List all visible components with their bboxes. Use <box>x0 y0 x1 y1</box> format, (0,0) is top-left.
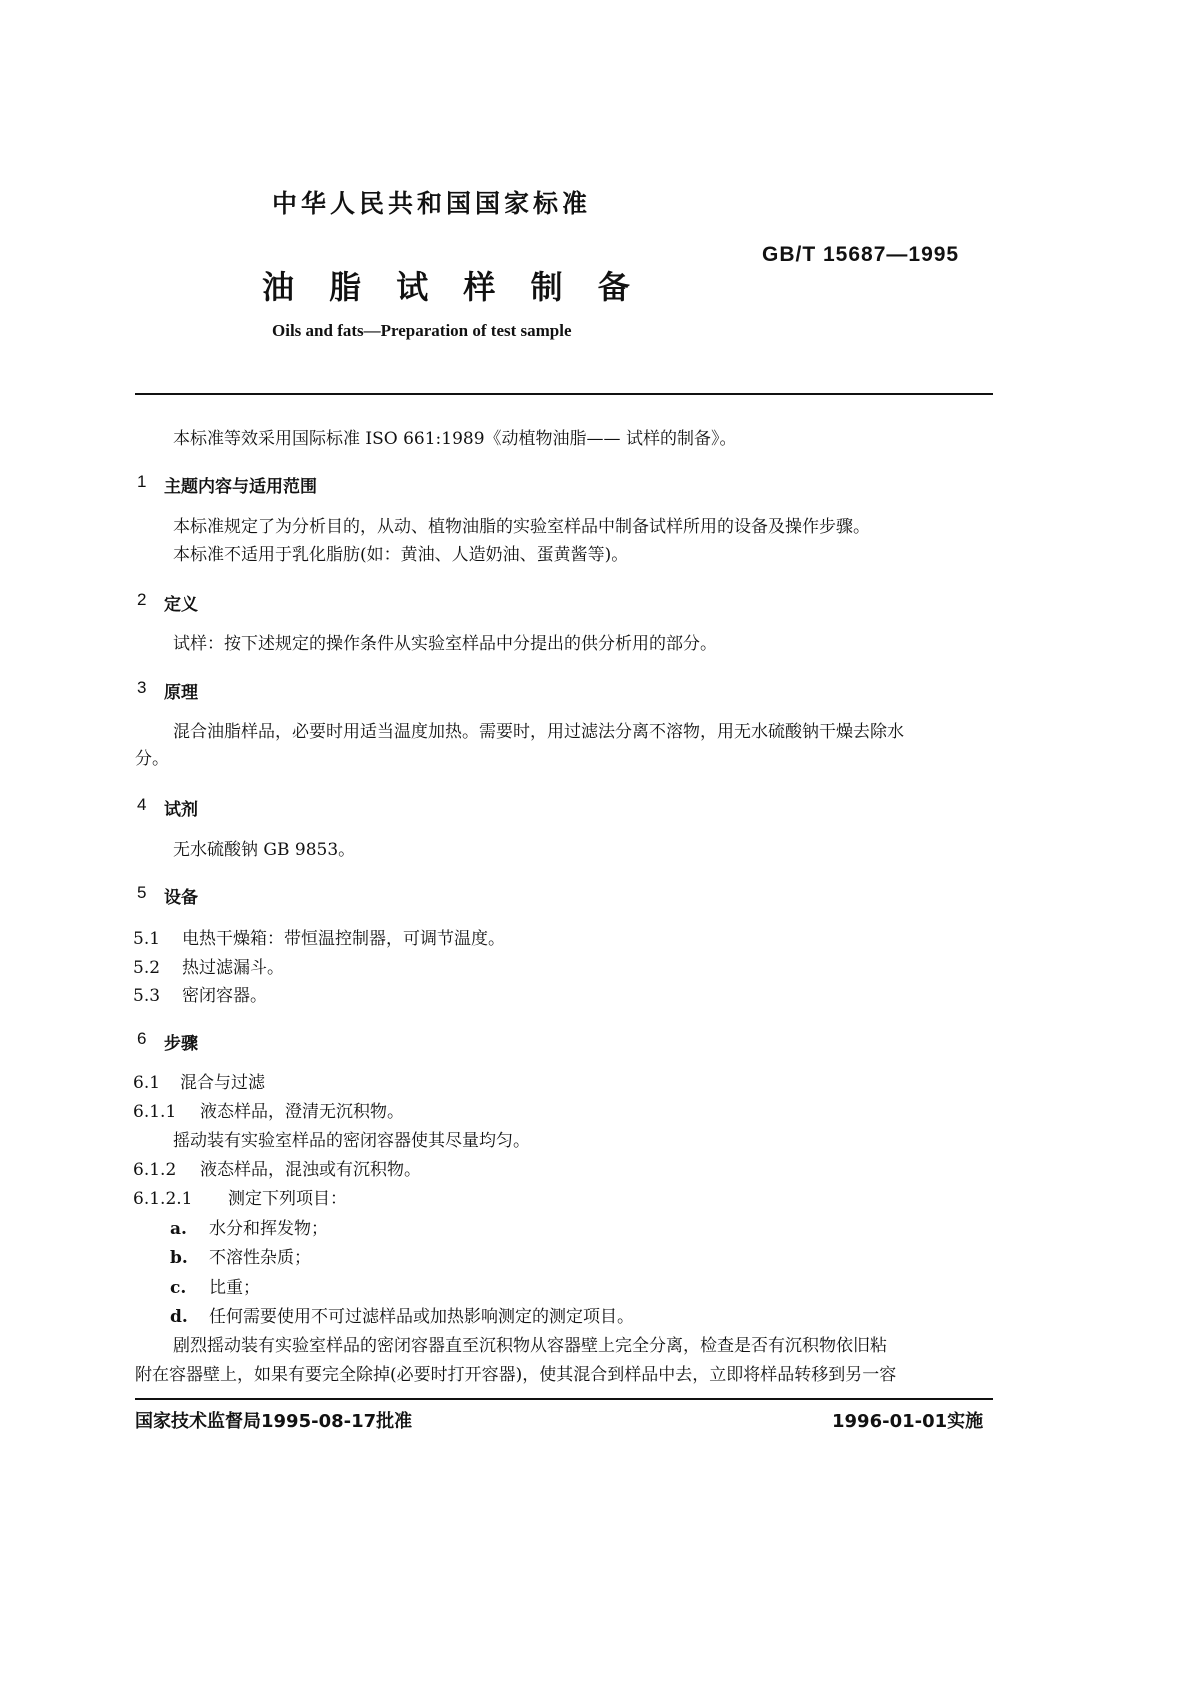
subsection-6-1-text: 混合与过滤 <box>180 1073 265 1093</box>
subsection-6-1-1-text: 液态样品，澄清无沉积物。 <box>200 1102 404 1122</box>
section-3-paragraph: 混合油脂样品，必要时用适当温度加热。需要时，用过滤法分离不溶物，用无水硫酸钠干燥去除水 <box>173 722 904 742</box>
list-item-d-text: 任何需要使用不可过滤样品或加热影响测定的测定项目。 <box>209 1307 634 1327</box>
list-item-c-marker: c. <box>170 1278 187 1298</box>
subsection-6-1-1-number: 6.1.1 <box>133 1102 177 1122</box>
subsection-6-1-2-text: 液态样品，混浊或有沉积物。 <box>200 1160 421 1180</box>
section-3-number: 3 <box>137 678 147 697</box>
standard-code: GB/T 15687—1995 <box>762 243 960 266</box>
subsection-5-2-text: 热过滤漏斗。 <box>182 958 284 978</box>
section-6-heading: 步骤 <box>164 1034 198 1054</box>
section-5-heading: 设备 <box>164 888 198 908</box>
subsection-6-1-2-1-text: 测定下列项目： <box>228 1189 347 1209</box>
section-4-heading: 试剂 <box>164 800 198 820</box>
intro-paragraph: 本标准等效采用国际标准 ISO 661:1989《动植物油脂—— 试样的制备》。 <box>173 429 737 449</box>
footer-divider <box>135 1398 993 1400</box>
section-1-paragraph-1: 本标准规定了为分析目的，从动、植物油脂的实验室样品中制备试样所用的设备及操作步骤。 <box>173 517 870 537</box>
section-6-final-line-1: 剧烈摇动装有实验室样品的密闭容器直至沉积物从容器壁上完全分离，检查是否有沉积物依旧粘 <box>173 1336 887 1356</box>
page-title-english: Oils and fats—Preparation of test sample <box>272 321 572 340</box>
list-item-d-marker: d. <box>170 1307 188 1327</box>
section-3-heading: 原理 <box>164 683 198 703</box>
section-2-heading: 定义 <box>164 595 198 615</box>
list-item-b-marker: b. <box>170 1248 188 1268</box>
list-item-a-text: 水分和挥发物； <box>209 1219 328 1239</box>
section-5-number: 5 <box>137 883 147 902</box>
subsection-6-1-1-paragraph: 摇动装有实验室样品的密闭容器使其尽量均匀。 <box>173 1131 530 1151</box>
section-1-number: 1 <box>137 472 147 491</box>
list-item-c-text: 比重； <box>209 1278 260 1298</box>
implementation-date: 1996-01-01实施 <box>832 1411 984 1432</box>
page-title: 油 脂 试 样 制 备 <box>262 268 632 306</box>
section-4-paragraph: 无水硫酸钠 GB 9853。 <box>173 840 356 860</box>
subsection-6-1-2-1-number: 6.1.2.1 <box>133 1189 193 1209</box>
section-1-heading: 主题内容与适用范围 <box>164 477 317 497</box>
section-6-number: 6 <box>137 1029 147 1048</box>
national-standard-heading: 中华人民共和国国家标准 <box>272 189 592 218</box>
subsection-5-3-text: 密闭容器。 <box>182 986 267 1006</box>
section-6-final-line-2: 附在容器壁上，如果有要完全除掉(必要时打开容器)，使其混合到样品中去，立即将样品转移到另一容 <box>135 1365 897 1385</box>
section-2-number: 2 <box>137 590 147 609</box>
list-item-b-text: 不溶性杂质； <box>209 1248 311 1268</box>
section-4-number: 4 <box>137 795 147 814</box>
header-divider <box>135 393 993 395</box>
section-1-paragraph-2: 本标准不适用于乳化脂肪(如：黄油、人造奶油、蛋黄酱等)。 <box>173 545 629 565</box>
subsection-5-1-text: 电热干燥箱：带恒温控制器，可调节温度。 <box>182 929 505 949</box>
list-item-a-marker: a. <box>170 1219 187 1239</box>
section-2-paragraph: 试样：按下述规定的操作条件从实验室样品中分提出的供分析用的部分。 <box>173 634 717 654</box>
section-3-paragraph-cont: 分。 <box>135 749 169 769</box>
subsection-6-1-number: 6.1 <box>133 1073 161 1093</box>
subsection-5-3-number: 5.3 <box>133 986 161 1006</box>
subsection-5-1-number: 5.1 <box>133 929 161 949</box>
subsection-6-1-2-number: 6.1.2 <box>133 1160 177 1180</box>
subsection-5-2-number: 5.2 <box>133 958 161 978</box>
approval-info: 国家技术监督局1995-08-17批准 <box>135 1411 413 1432</box>
